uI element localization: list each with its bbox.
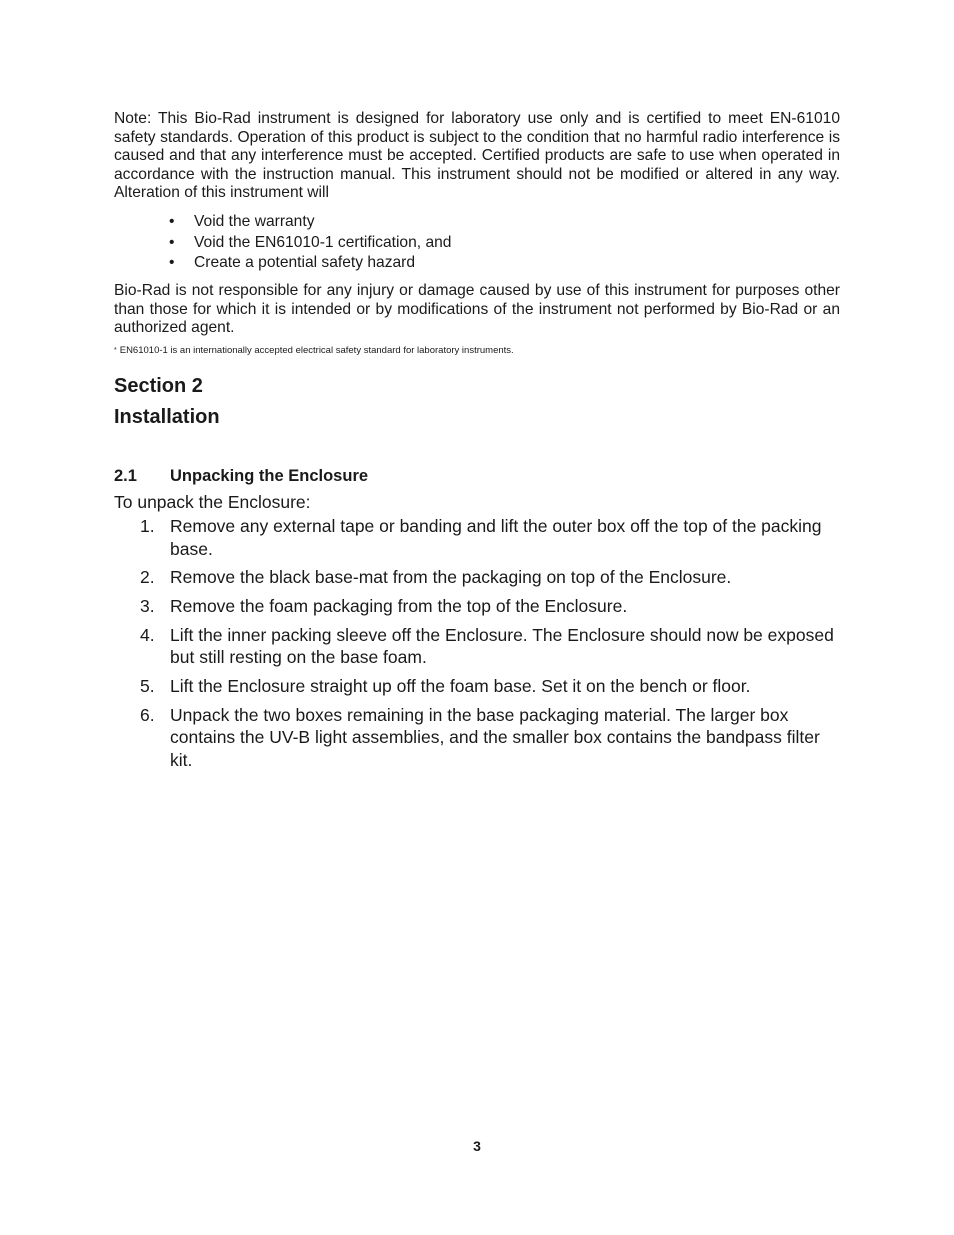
note-paragraph: [114, 110, 840, 203]
section-title: Installation: [114, 406, 220, 428]
step-text: Lift the inner packing sleeve off the Enclosure. The Enclosure should now be exposed but still resting on the base foam.: [170, 624, 834, 668]
step-item: [140, 624, 840, 669]
subsection-heading: [114, 467, 368, 486]
step-item: [140, 704, 840, 772]
list-item: • Create a potential safety hazard: [169, 253, 451, 274]
footnote: [114, 345, 514, 357]
step-text: Lift the Enclosure straight up off the foam base. Set it on the bench or floor.: [170, 676, 751, 697]
step-item: [140, 515, 840, 560]
page-number: 3: [473, 1138, 481, 1154]
step-number: 6.: [140, 704, 155, 725]
footnote-text: EN61010-1 is an internationally accepted electrical safety standard for laboratory instruments.: [119, 345, 514, 356]
step-item: [140, 566, 840, 589]
steps-intro: To unpack the Enclosure:: [114, 492, 311, 512]
step-number: 3.: [140, 596, 155, 617]
step-text: Remove the black base-mat from the packaging on top of the Enclosure.: [170, 567, 732, 588]
note-text: This Bio-Rad instrument is designed for laboratory use only and is certified to meet EN-61010 safety standards. Operation of this product is subject to the condition that no harmful radio interference is caused and that any interference must be accepted. Certified products are safe to use when operated in accordance with the instruction manual. This instrument should not be modified or altered in any way. Alteration of this instrument will: [114, 110, 840, 202]
step-number: 1.: [140, 516, 155, 536]
step-item: [140, 675, 840, 698]
step-text: Remove the foam packaging from the top of the Enclosure.: [170, 596, 628, 617]
note-label: Note:: [114, 110, 152, 127]
step-number: 2.: [140, 567, 155, 588]
step-text: Remove any external tape or banding and lift the outer box off the top of the packing base.: [170, 516, 822, 559]
step-number: 5.: [140, 676, 155, 697]
step-text: Unpack the two boxes remaining in the base packaging material. The larger box contains the UV-B light assemblies, and the smaller box contains the bandpass filter kit.: [170, 704, 820, 770]
subsection-title: Unpacking the Enclosure: [170, 467, 369, 485]
list-item: • Void the warranty: [169, 212, 451, 233]
step-number: 4.: [140, 624, 155, 645]
unpacking-steps: [140, 515, 840, 778]
disclaimer-paragraph: Bio-Rad is not responsible for any injury or damage caused by use of this instrument for purposes other than those for which it is intended or by modifications of the instrument not performed by Bio-Rad or an authorized agent.: [114, 282, 840, 337]
section-number: Section 2: [114, 375, 203, 397]
footnote-mark: *: [114, 347, 117, 354]
step-item: [140, 595, 840, 618]
alteration-consequences-list: [169, 212, 451, 274]
list-item: • Void the EN61010-1 certification, and: [169, 233, 451, 254]
subsection-number: 2.1: [114, 467, 137, 485]
